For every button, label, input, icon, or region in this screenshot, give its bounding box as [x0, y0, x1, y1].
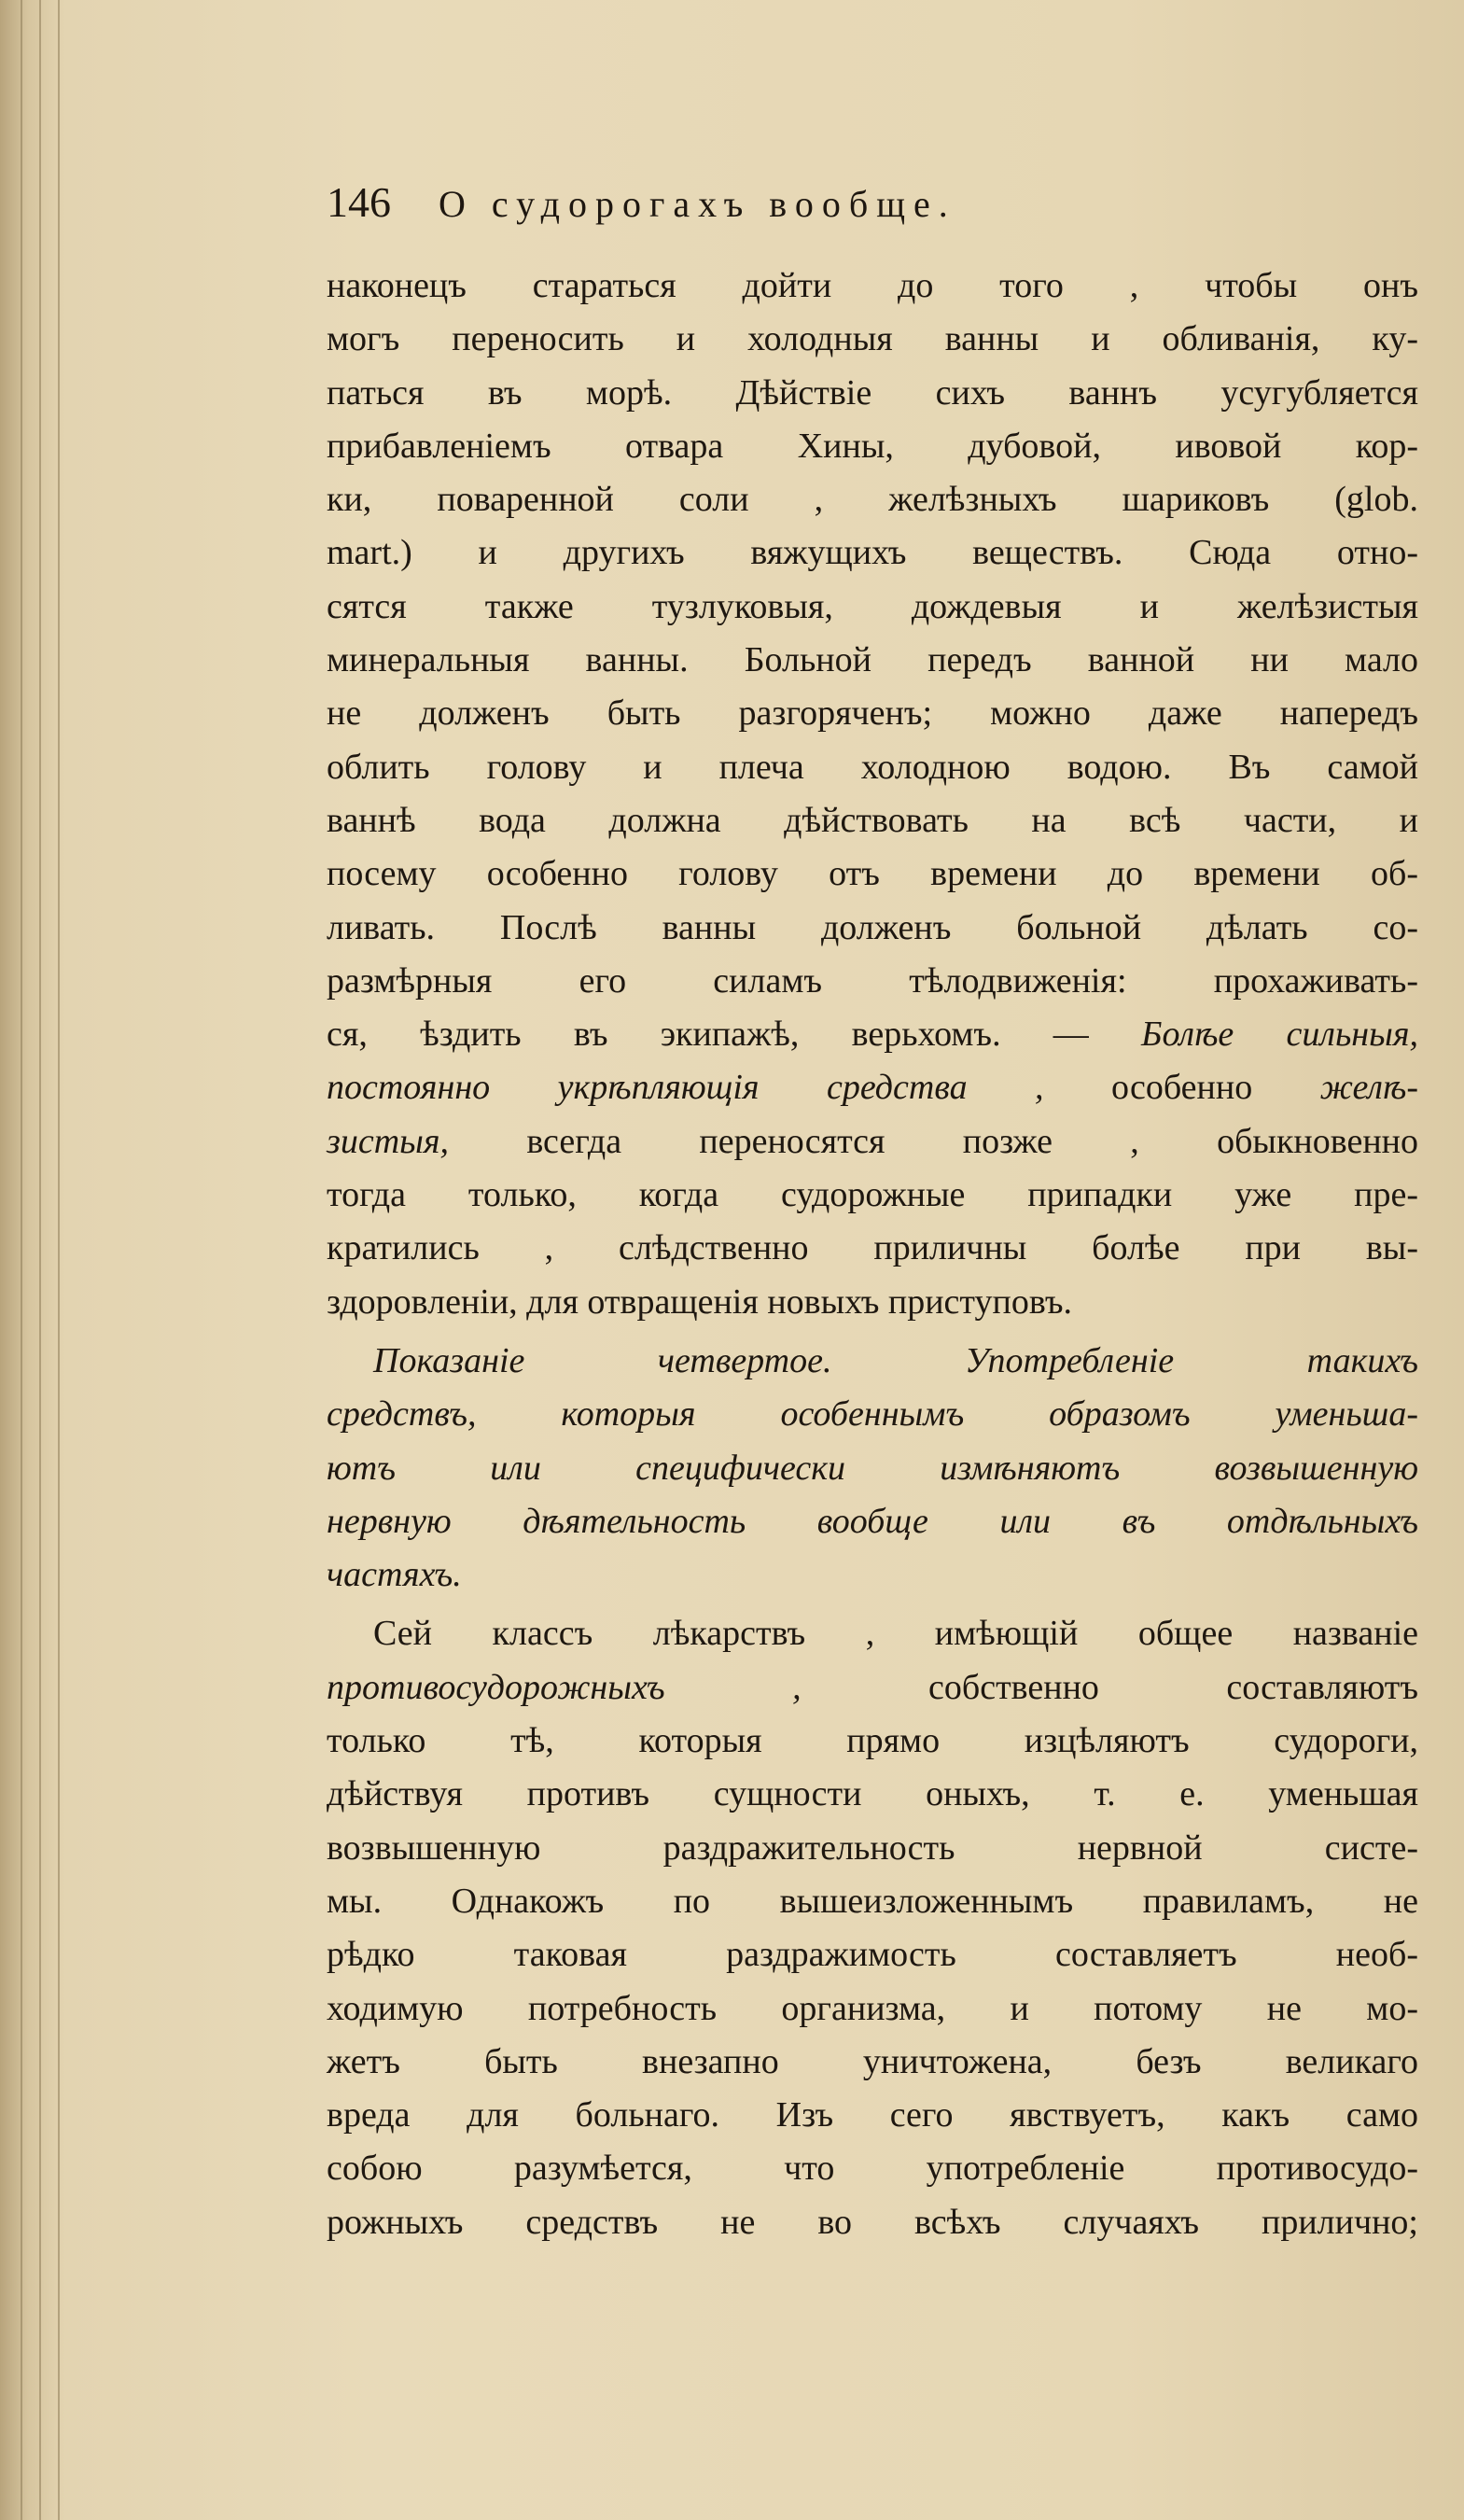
page-edge-line: [39, 0, 41, 2520]
text-line: ходимую потребность организма, и потому не мо-: [327, 1988, 1418, 2028]
italic-span: желѣ-: [1319, 1068, 1418, 1108]
text-line: только тѣ, которыя прямо изцѣляютъ судороги,: [327, 1721, 1418, 1761]
page-number: 146: [327, 178, 391, 226]
text-line: Сей классъ лѣкарствъ , имѣющій общее названіе: [373, 1614, 1418, 1654]
text-line: могъ переносить и холодныя ванны и обливанія, ку-: [327, 319, 1418, 359]
text-line: вреда для больнаго. Изъ сего явствуетъ, какъ само: [327, 2095, 1418, 2135]
text-line: [327, 1061, 1418, 1114]
text-line: нервную дѣятельность вообще или въ отдѣльныхъ: [327, 1501, 1418, 1541]
running-title: О судорогахъ вообще.: [439, 183, 956, 225]
text-line: прибавленіемъ отвара Хины, дубовой, ивовой кор-: [327, 426, 1418, 466]
text-line: наконецъ стараться дойти до того , чтобы онъ: [327, 266, 1418, 305]
indication-paragraph: [327, 1335, 1418, 1602]
text-line: посему особенно голову отъ времени до времени об-: [327, 854, 1418, 894]
text-line: паться въ морѣ. Дѣйствіе сихъ ваннъ усугубляется: [327, 372, 1418, 413]
text-line: облить голову и плеча холодною водою. Въ самой: [327, 747, 1418, 787]
text-line: рѣдко таковая раздражимость составляетъ необ-: [327, 1935, 1418, 1975]
text-line: ваннѣ вода должна дѣйствовать на всѣ части, и: [327, 800, 1418, 840]
text-span: ся, ѣздить въ экипажѣ, верьхомъ. —: [327, 1015, 1089, 1055]
italic-span: постоянно укрѣпляющія средства ,: [327, 1068, 1044, 1108]
text-line: размѣрныя его силамъ тѣлодвиженія: прохаживать-: [327, 960, 1418, 1001]
text-line: Показаніе четвертое. Употребленіе такихъ: [373, 1340, 1418, 1380]
text-line: возвышенную раздражительность нервной систе-: [327, 1827, 1418, 1868]
text-span: особенно: [1043, 1068, 1320, 1108]
text-line: частяхъ.: [327, 1555, 462, 1595]
italic-span: Болѣе сильныя,: [1141, 1015, 1418, 1055]
text-line: здоровленіи, для отвращенія новыхъ приступовъ.: [327, 1281, 1072, 1322]
text-line: минеральныя ванны. Больной передъ ванной ни мало: [327, 640, 1418, 680]
text-line: ливать. Послѣ ванны долженъ больной дѣлать со-: [327, 907, 1418, 947]
text-block: [327, 177, 1418, 2249]
text-line: не долженъ быть разгоряченъ; можно даже напередъ: [327, 693, 1418, 734]
text-span: собственно составляютъ: [801, 1667, 1418, 1707]
text-line: дѣйствуя противъ сущности оныхъ, т. е. уменьшая: [327, 1774, 1418, 1814]
text-line: собою разумѣется, что употребленіе противосудо-: [327, 2149, 1418, 2189]
text-line: кратились , слѣдственно приличны болѣе при вы-: [327, 1228, 1418, 1268]
text-line: mart.) и другихъ вяжущихъ веществъ. Сюда отно-: [327, 533, 1418, 573]
text-line: жетъ быть внезапно уничтожена, безъ великаго: [327, 2041, 1418, 2081]
text-line: [327, 1008, 1418, 1061]
text-span: всегда переносятся позже , обыкновенно: [449, 1121, 1418, 1161]
italic-span: зистыя,: [327, 1121, 450, 1161]
text-line: мы. Однакожъ по вышеизложеннымъ правиламъ, не: [327, 1881, 1418, 1921]
text-line: [327, 1115, 1418, 1169]
paragraph-3: [327, 1607, 1418, 2249]
text-line: [327, 1661, 1418, 1715]
paragraph-1: [327, 259, 1418, 1329]
running-head: [327, 177, 1418, 243]
text-line: ютъ или специфически измѣняютъ возвышенную: [327, 1448, 1418, 1488]
italic-span: противосудорожныхъ ,: [327, 1667, 802, 1707]
text-line: средствъ, которыя особеннымъ образомъ уменьша-: [327, 1394, 1418, 1435]
text-line: сятся также тузлуковыя, дождевыя и желѣзистыя: [327, 586, 1418, 626]
text-line: ки, поваренной соли , желѣзныхъ шариковъ (glob.: [327, 480, 1418, 520]
text-line: рожныхъ средствъ не во всѣхъ случаяхъ прилично;: [327, 2202, 1418, 2242]
page-edge-line: [58, 0, 60, 2520]
page-edge-line: [21, 0, 22, 2520]
text-line: тогда только, когда судорожные припадки уже пре-: [327, 1175, 1418, 1215]
